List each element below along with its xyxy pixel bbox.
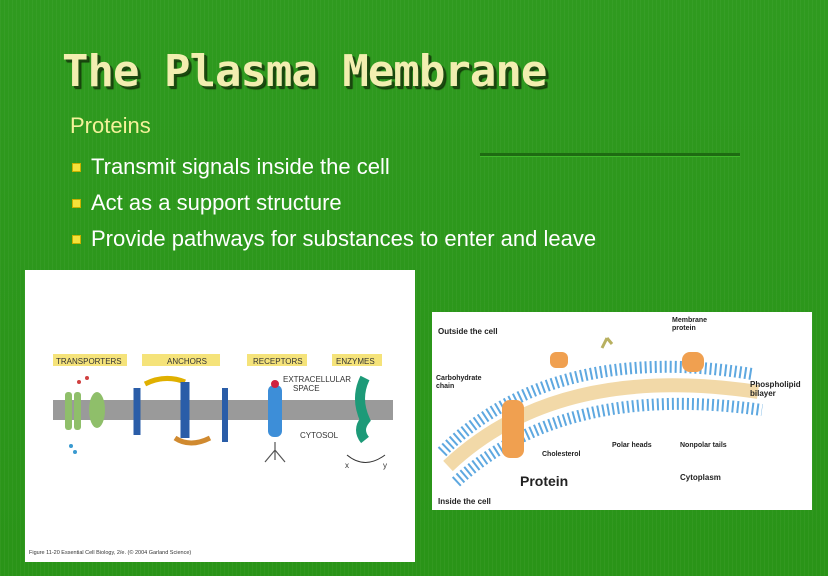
bullet-square-icon (72, 199, 81, 208)
membrane-structure-diagram (432, 312, 812, 510)
slide-title: The Plasma Membrane (62, 46, 547, 97)
bullet-text: Act as a support structure (91, 190, 342, 215)
section-subheading: Proteins (70, 113, 151, 138)
bullet-text: Provide pathways for substances to enter and leave (91, 226, 597, 251)
bullet-item (72, 185, 596, 221)
bullet-square-icon (72, 235, 81, 244)
phospholipid-label: Phospholipid bilayer (750, 380, 801, 398)
category-label: ENZYMES (336, 357, 375, 366)
membrane-protein-shape (682, 352, 704, 372)
polar-heads-label: Polar heads (612, 442, 652, 449)
bullet-square-icon (72, 163, 81, 172)
bullet-list (72, 149, 596, 257)
membrane-protein-label: Membrane protein (672, 317, 708, 332)
solute-dot (77, 380, 81, 384)
receptor-protein (268, 385, 282, 437)
transporter-protein (74, 392, 81, 430)
anchor-filament (175, 438, 210, 443)
membrane-protein-types-figure (25, 270, 415, 562)
plasma-membrane-structure-figure (432, 312, 812, 510)
cholesterol-label: Cholesterol (542, 451, 581, 458)
carbohydrate-chain (602, 338, 612, 348)
bullet-text: Transmit signals inside the cell (91, 154, 390, 179)
carbohydrate-label: Carbohydrate chain (436, 375, 482, 390)
reaction-arrow-icon (347, 455, 385, 463)
bullet-item (72, 149, 596, 185)
solute-dot (73, 450, 77, 454)
category-label: TRANSPORTERS (56, 357, 122, 366)
outside-cell-label: Outside the cell (438, 327, 498, 336)
category-label: ANCHORS (167, 357, 208, 366)
enzyme-product-label: y (383, 461, 387, 470)
transmembrane-protein (502, 400, 524, 458)
inside-cell-label: Inside the cell (438, 497, 491, 506)
transporter-protein (89, 392, 105, 428)
solute-dot (69, 444, 73, 448)
enzyme-protein (360, 378, 365, 440)
cytosol-label: CYTOSOL (300, 431, 339, 440)
anchor-filament (145, 378, 185, 384)
signal-arrows-icon (265, 442, 285, 462)
extracellular-label: EXTRACELLULAR SPACE (283, 375, 352, 393)
figure-caption: Figure 11-20 Essential Cell Biology, 2/e. (© 2004 Garland Science) (29, 550, 192, 556)
protein-types-diagram (25, 270, 415, 562)
protein-label: Protein (520, 473, 569, 489)
category-label: RECEPTORS (253, 357, 303, 366)
bullet-item (72, 221, 596, 257)
transporter-protein (65, 392, 72, 430)
solute-dot (85, 376, 89, 380)
tail-layer (448, 385, 758, 466)
nonpolar-tails-label: Nonpolar tails (680, 442, 727, 449)
cytoplasm-label: Cytoplasm (680, 473, 721, 482)
enzyme-substrate-label: x (345, 461, 349, 470)
membrane-protein-shape (550, 352, 568, 368)
signal-molecule (271, 380, 279, 388)
